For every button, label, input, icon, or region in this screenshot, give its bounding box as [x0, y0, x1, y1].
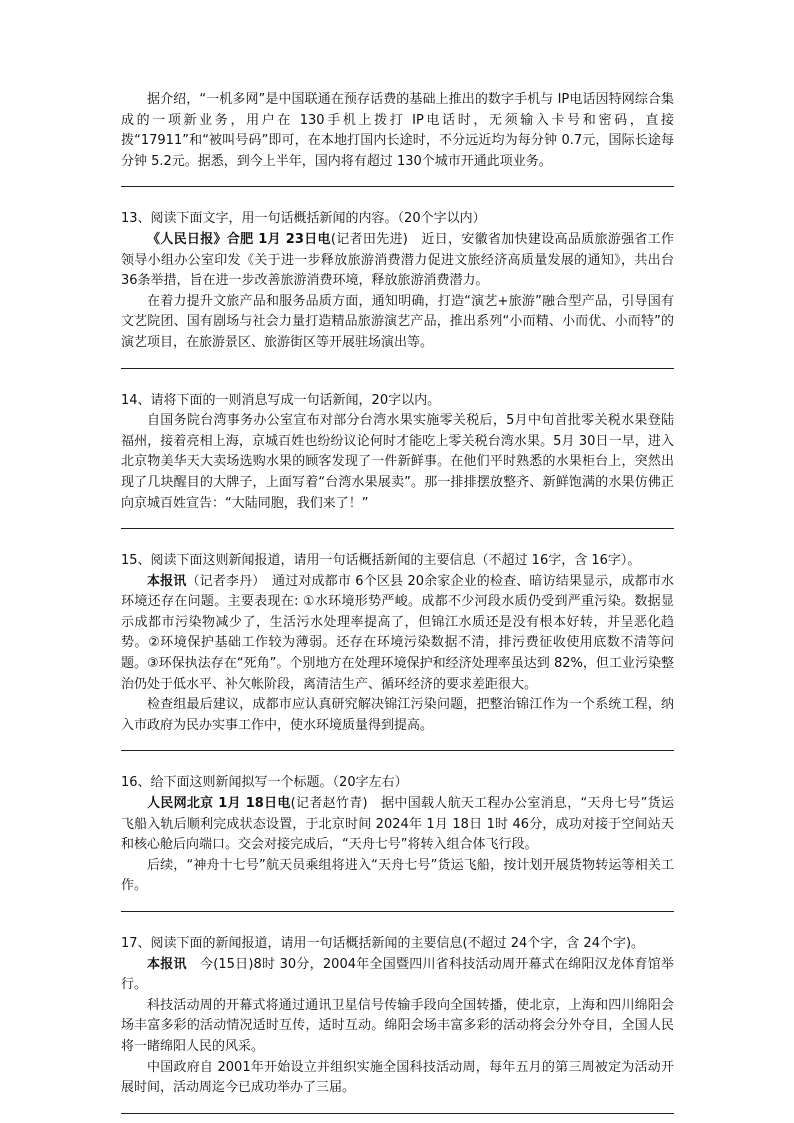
question-13	[121, 209, 674, 368]
dateline: 《人民日报》合肥 1月 23日电	[147, 231, 331, 247]
question-title: 15、阅读下面这则新闻报道，请用一句话概括新闻的主要信息（不超过 16字，含 16字）。	[121, 553, 641, 569]
paragraph-text: 据介绍，“一机多网”是中国联通在预存话费的基础上推出的数字手机与 IP电话因特网综合集成的一项新业务，用户在 130手机上拨打 IP电话时，无须输入卡号和密码，直接拨“17911”和“被叫号码”即可，在本地打国内长途时，不分远近均为每分钟 0.7元，国际长途每分钟 5.2元。据悉，到今上半年，国内将有超过 130个城市开通此项业务。	[121, 92, 674, 169]
news-paragraph	[121, 230, 674, 292]
paragraph-text: （记者李丹） 通过对成都市 6个区县 20余家企业的检查、暗访结果显示，成都市水环境还存在问题。主要表现在: ①水环境形势严峻。成都不少河段水质仍受到严重污染。数据显示成都市污染物减少了，生活污水处理率提高了，但锦江水质还是没有根本好转，并呈恶化趋势。②环境保护基础工作较为薄弱。还存在环境污染数据不清，排污费征收使用底数不清等问题。③环保执法存在“死角”。个别地方在处理环境保护和经济处理率虽达到 82%，但工业污染整治仍处于低水平、补欠帐阶段，离清洁生产、循环经济的要求差距很大。	[121, 573, 674, 692]
question-title: 14、请将下面的一则消息写成一句话新闻，20字以内。	[121, 392, 441, 408]
news-paragraph	[121, 955, 674, 996]
paragraph-text: 今(15日)8时 30分，2004年全国暨四川省科技活动周开幕式在绵阳汉龙体育馆举行。	[121, 956, 674, 993]
paragraph-text: (记者田先进) 近日，安徽省加快建设高品质旅游强省工作领导小组办公室印发《关于进一步释放旅游消费潜力促进文旅经济高质量发展的通知》，共出台 36条举措，旨在进一步改善旅游消费环境，释放旅游消费潜力。	[121, 231, 674, 289]
paragraph-text: 后续，“神舟十七号”航天员乘组将进入“天舟七号”货运飞船，按计划开展货物转运等相关工作。	[121, 857, 674, 894]
document-page	[121, 90, 674, 1114]
paragraph-text: 科技活动周的开幕式将通过通讯卫星信号传输手段向全国转播，使北京，上海和四川绵阳会场丰富多彩的活动情况适时互传，适时互动。绵阳会场丰富多彩的活动将会分外夺目，全国人民将一睹绵阳人民的风采。	[121, 997, 674, 1054]
question-14	[121, 391, 674, 530]
dateline: 本报讯	[147, 956, 187, 972]
paragraph-text: 中国政府自 2001年开始设立并组织实施全国科技活动周，每年五月的第三周被定为活动开展时间，活动周迄今已成功举办了三届。	[121, 1059, 674, 1096]
question-16	[121, 773, 674, 912]
news-paragraph	[121, 856, 674, 897]
news-paragraph	[121, 695, 674, 736]
dateline: 本报讯	[147, 573, 187, 589]
answer-line[interactable]	[121, 1113, 674, 1114]
dateline: 人民网北京 1月 18日电	[147, 796, 291, 812]
paragraph-text: 检查组最后建议，成都市应认真研究解决锦江污染问题，把整治锦江作为一个系统工程，纳入市政府为民办实事工作中，使水环境质量得到提高。	[121, 697, 674, 733]
paragraph-text: (记者赵竹青) 据中国载人航天工程办公室消息，“天舟七号”货运飞船入轨后顺利完成状态设置，于北京时间 2024年 1月 18日 1时 46分，成功对接于空间站天和核心舱后向端口。交会对接完成后，“天舟七号”将转入组合体飞行段。	[121, 796, 674, 853]
paragraph-text: 在着力提升文旅产品和服务品质方面，通知明确，打造“演艺+旅游”融合型产品，引导国有文艺院团、国有剧场与社会力量打造精品旅游演艺产品，推出系列“小而精、小而优、小而特”的演艺项目，在旅游景区、旅游街区等开展驻场演出等。	[121, 293, 674, 350]
question-title: 16、给下面这则新闻拟写一个标题。（20字左右）	[121, 775, 408, 791]
news-paragraph	[121, 572, 674, 696]
passage-intro	[121, 90, 674, 187]
question-title: 17、阅读下面的新闻报道，请用一句话概括新闻的主要信息(不超过 24个字，含 24个字)。	[121, 936, 645, 951]
paragraph-text: 自国务院台湾事务办公室宣布对部分台湾水果实施零关税后，5月中旬首批零关税水果登陆福州，接着亮相上海，京城百姓也纷纷议论何时才能吃上零关税台湾水果。5月 30日一早，进入北京物美华天大卖场选购水果的顾客发现了一件新鲜事。在他们平时熟悉的水果柜台上，突然出现了几块醒目的大牌子，上面写着“台湾水果展卖”。那一排排摆放整齐、新鲜饱满的水果仿佛正向京城百姓宣告：“大陆同胞，我们来了！”	[121, 413, 674, 511]
passage-paragraph	[121, 90, 674, 172]
question-title: 13、阅读下面文字，用一句话概括新闻的内容。（20个字以内）	[121, 211, 486, 227]
news-paragraph	[121, 292, 674, 354]
news-paragraph	[121, 794, 674, 856]
question-17	[121, 934, 674, 1114]
news-paragraph	[121, 1058, 674, 1099]
news-paragraph	[121, 411, 674, 514]
question-15	[121, 551, 674, 751]
news-paragraph	[121, 996, 674, 1058]
